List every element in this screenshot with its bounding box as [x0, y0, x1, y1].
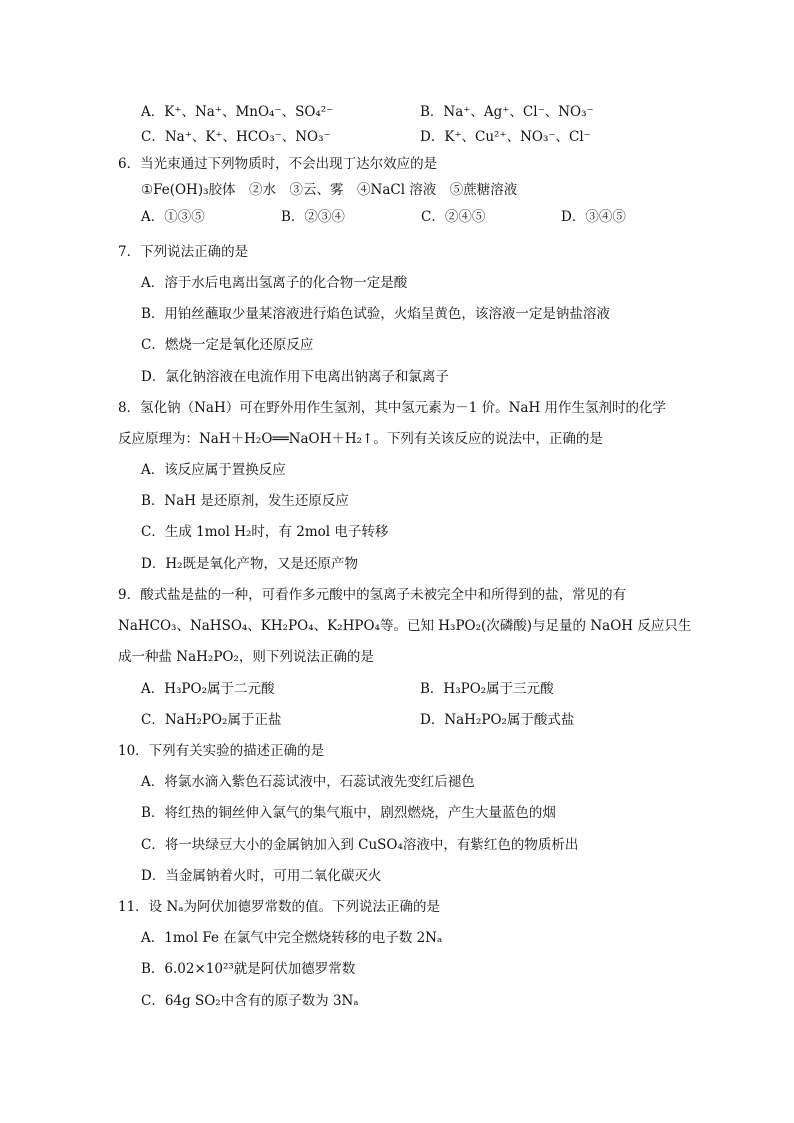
q7-option-d: D．氯化钠溶液在电流作用下电离出钠离子和氯离子	[141, 369, 449, 385]
q10-option-a: A．将氯水滴入紫色石蕊试液中，石蕊试液先变红后褪色	[141, 774, 475, 790]
q10-stem: 10．下列有关实验的描述正确的是	[118, 743, 325, 759]
q5-option-c: C．Na⁺、K⁺、HCO₃⁻、NO₃⁻	[141, 129, 331, 145]
q10-option-c: C．将一块绿豆大小的金属钠加入到 CuSO₄溶液中，有紫红色的物质析出	[141, 837, 579, 853]
q10-option-b: B．将红热的铜丝伸入氯气的集气瓶中，剧烈燃烧，产生大量蓝色的烟	[141, 805, 556, 821]
q6-option-c: C．②④⑤	[421, 209, 486, 225]
q11-option-a: A．1mol Fe 在氯气中完全燃烧转移的电子数 2Nₐ	[141, 930, 443, 946]
q8-option-c: C．生成 1mol H₂时，有 2mol 电子转移	[141, 524, 389, 540]
q9-stem-line3: 成一种盐 NaH₂PO₂，则下列说法正确的是	[118, 649, 374, 665]
q5-option-d: D．K⁺、Cu²⁺、NO₃⁻、Cl⁻	[420, 129, 591, 145]
q5-option-a: A．K⁺、Na⁺、MnO₄⁻、SO₄²⁻	[141, 104, 334, 120]
q8-option-d: D．H₂既是氧化产物，又是还原产物	[141, 556, 359, 572]
q10-option-d: D．当金属钠着火时，可用二氧化碳灭火	[141, 868, 382, 884]
q8-option-b: B．NaH 是还原剂，发生还原反应	[141, 493, 349, 509]
q9-option-d: D．NaH₂PO₂属于酸式盐	[420, 712, 575, 728]
q8-stem-line2: 反应原理为：NaH＋H₂O══NaOH＋H₂↑。下列有关该反应的说法中，正确的是	[118, 431, 603, 447]
q9-stem-line2: NaHCO₃、NaHSO₄、KH₂PO₄、K₂HPO₄等。已知 H₃PO₂(次磷酸)与足量的 NaOH 反应只生	[118, 618, 692, 634]
q11-option-b: B．6.02×10²³就是阿伏加德罗常数	[141, 961, 356, 977]
q7-option-b: B．用铂丝蘸取少量某溶液进行焰色试验，火焰呈黄色，该溶液一定是钠盐溶液	[141, 306, 610, 322]
q7-option-a: A．溶于水后电离出氢离子的化合物一定是酸	[141, 275, 408, 291]
q6-stem: 6．当光束通过下列物质时，不会出现丁达尔效应的是	[118, 156, 438, 172]
q9-option-c: C．NaH₂PO₂属于正盐	[141, 712, 282, 728]
q11-option-c: C．64g SO₂中含有的原子数为 3Nₐ	[141, 993, 359, 1009]
q9-stem-line1: 9．酸式盐是盐的一种，可看作多元酸中的氢离子未被完全中和所得到的盐，常见的有	[118, 587, 627, 603]
q6-option-d: D．③④⑤	[561, 209, 626, 225]
q9-option-b: B．H₃PO₂属于三元酸	[420, 681, 554, 697]
q8-stem-line1: 8．氢化钠（NaH）可在野外用作生氢剂，其中氢元素为－1 价。NaH 用作生氢剂时的化学	[118, 400, 667, 416]
q5-option-b: B．Na⁺、Ag⁺、Cl⁻、NO₃⁻	[420, 104, 594, 120]
q7-stem: 7．下列说法正确的是	[118, 244, 249, 260]
q8-option-a: A．该反应属于置换反应	[141, 462, 286, 478]
q11-stem: 11．设 Nₐ为阿伏加德罗常数的值。下列说法正确的是	[118, 899, 440, 915]
q6-option-b: B．②③④	[281, 209, 345, 225]
q6-items: ①Fe(OH)₃胶体 ②水 ③云、雾 ④NaCl 溶液 ⑤蔗糖溶液	[141, 182, 518, 198]
q9-option-a: A．H₃PO₂属于二元酸	[141, 681, 275, 697]
q6-option-a: A．①③⑤	[141, 209, 205, 225]
q7-option-c: C．燃烧一定是氧化还原反应	[141, 337, 314, 353]
